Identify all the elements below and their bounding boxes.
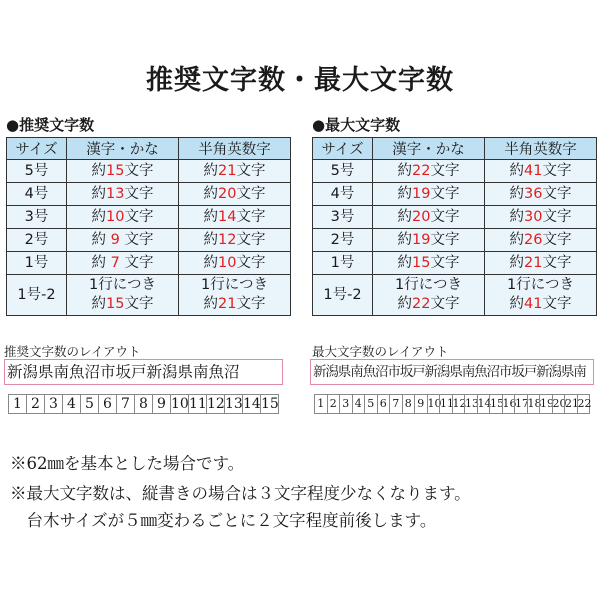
ruler-cell: 4 xyxy=(62,394,80,414)
recommended-section xyxy=(6,115,290,316)
ruler-cell: 11 xyxy=(189,396,207,412)
header-size: サイズ xyxy=(7,138,67,160)
size-cell: 1号 xyxy=(7,252,67,275)
alnum-count-cell: 約21文字 xyxy=(485,252,597,275)
alnum-count-cell: 約20文字 xyxy=(179,183,291,206)
ruler-cell: 12 xyxy=(452,394,465,414)
kanji-count-cell: 約 7 文字 xyxy=(67,252,179,275)
ruler-cell: 13 xyxy=(225,396,243,412)
ruler-cell: 20 xyxy=(552,394,565,414)
size-cell: 2号 xyxy=(7,229,67,252)
header-alnum: 半角英数字 xyxy=(179,138,291,160)
kanji-count-cell: 約13文字 xyxy=(67,183,179,206)
ruler-cell: 4 xyxy=(352,394,365,414)
kanji-count-cell: 約10文字 xyxy=(67,206,179,229)
maximum-char-ruler xyxy=(314,394,590,414)
maximum-section xyxy=(312,115,596,316)
ruler-cell: 6 xyxy=(377,394,390,414)
ruler-cell: 14 xyxy=(477,394,490,414)
maximum-heading: ●最大文字数 xyxy=(312,116,401,134)
recommended-char-ruler xyxy=(8,394,279,414)
table-header-row xyxy=(7,138,291,160)
ruler-cell: 11 xyxy=(439,394,452,414)
maximum-layout-sample: 新潟県南魚沼市坂戸新潟県南魚沼市坂戸新潟県南 xyxy=(310,359,594,385)
header-kanji: 漢字・かな xyxy=(373,138,485,160)
recommended-table xyxy=(6,137,291,316)
header-size: サイズ xyxy=(313,138,373,160)
ruler-cell: 5 xyxy=(364,394,377,414)
kanji-count-cell: 約 9 文字 xyxy=(67,229,179,252)
size-cell: 5号 xyxy=(313,160,373,183)
kanji-count-cell: 約19文字 xyxy=(373,183,485,206)
recommended-heading: ●推奨文字数 xyxy=(6,116,95,134)
ruler-cell: 5 xyxy=(80,394,98,414)
table-row xyxy=(313,183,597,206)
table-header-row xyxy=(313,138,597,160)
ruler-cell: 3 xyxy=(339,394,352,414)
table-row xyxy=(313,252,597,275)
ruler-cell: 10 xyxy=(427,394,440,414)
size-cell: 1号-2 xyxy=(313,275,373,316)
alnum-count-cell: 1行につき 約21文字 xyxy=(179,275,291,316)
ruler-cell: 3 xyxy=(44,394,62,414)
maximum-layout-label: 最大文字数のレイアウト xyxy=(312,344,449,359)
ruler-cell: 18 xyxy=(527,394,540,414)
table-row xyxy=(7,206,291,229)
table-row xyxy=(313,206,597,229)
ruler-cell: 15 xyxy=(261,396,279,412)
kanji-count-cell: 1行につき 約15文字 xyxy=(67,275,179,316)
ruler-cell: 9 xyxy=(152,394,170,414)
ruler-cell: 1 xyxy=(314,394,327,414)
kanji-count-cell: 約19文字 xyxy=(373,229,485,252)
page-title: 推奨文字数・最大文字数 xyxy=(146,65,454,96)
ruler-cell: 19 xyxy=(539,394,552,414)
ruler-cell: 16 xyxy=(502,394,515,414)
size-cell: 3号 xyxy=(7,206,67,229)
ruler-cell: 22 xyxy=(577,394,591,414)
alnum-count-cell: 約26文字 xyxy=(485,229,597,252)
size-cell: 2号 xyxy=(313,229,373,252)
table-row xyxy=(7,275,291,316)
table-row xyxy=(7,229,291,252)
table-row xyxy=(313,275,597,316)
table-row xyxy=(313,160,597,183)
ruler-cell: 8 xyxy=(402,394,415,414)
ruler-cell: 13 xyxy=(464,394,477,414)
ruler-cell: 17 xyxy=(514,394,527,414)
ruler-cell: 7 xyxy=(389,394,402,414)
alnum-count-cell: 約10文字 xyxy=(179,252,291,275)
ruler-cell: 9 xyxy=(414,394,427,414)
ruler-cell: 7 xyxy=(116,394,134,414)
recommended-layout-label: 推奨文字数のレイアウト xyxy=(4,344,141,359)
ruler-cell: 8 xyxy=(134,394,152,414)
size-cell: 3号 xyxy=(313,206,373,229)
alnum-count-cell: 約12文字 xyxy=(179,229,291,252)
table-row xyxy=(7,252,291,275)
ruler-cell: 2 xyxy=(26,394,44,414)
ruler-cell: 12 xyxy=(207,396,225,412)
table-row xyxy=(7,183,291,206)
recommended-layout-sample: 新潟県南魚沼市坂戸新潟県南魚沼 xyxy=(4,359,283,385)
alnum-count-cell: 約30文字 xyxy=(485,206,597,229)
size-cell: 4号 xyxy=(7,183,67,206)
table-row xyxy=(7,160,291,183)
ruler-cell: 14 xyxy=(243,396,261,412)
kanji-count-cell: 約22文字 xyxy=(373,160,485,183)
ruler-cell: 6 xyxy=(98,394,116,414)
kanji-count-cell: 約15文字 xyxy=(373,252,485,275)
note-line: ※62㎜を基本とした場合です。 xyxy=(10,454,245,473)
kanji-count-cell: 1行につき 約22文字 xyxy=(373,275,485,316)
alnum-count-cell: 約14文字 xyxy=(179,206,291,229)
ruler-cell: 1 xyxy=(8,394,26,414)
note-line: ※最大文字数は、縦書きの場合は３文字程度少なくなります。 xyxy=(10,484,471,503)
kanji-count-cell: 約20文字 xyxy=(373,206,485,229)
size-cell: 1号 xyxy=(313,252,373,275)
table-row xyxy=(313,229,597,252)
size-cell: 1号-2 xyxy=(7,275,67,316)
size-cell: 5号 xyxy=(7,160,67,183)
ruler-cell: 2 xyxy=(327,394,340,414)
header-alnum: 半角英数字 xyxy=(485,138,597,160)
ruler-cell: 15 xyxy=(489,394,502,414)
ruler-cell: 21 xyxy=(564,394,577,414)
alnum-count-cell: 約36文字 xyxy=(485,183,597,206)
header-kanji: 漢字・かな xyxy=(67,138,179,160)
alnum-count-cell: 1行につき 約41文字 xyxy=(485,275,597,316)
note-line: 台木サイズが５㎜変わるごとに２文字程度前後します。 xyxy=(10,511,437,530)
maximum-table xyxy=(312,137,597,316)
kanji-count-cell: 約15文字 xyxy=(67,160,179,183)
alnum-count-cell: 約21文字 xyxy=(179,160,291,183)
ruler-cell: 10 xyxy=(171,396,189,412)
size-cell: 4号 xyxy=(313,183,373,206)
alnum-count-cell: 約41文字 xyxy=(485,160,597,183)
